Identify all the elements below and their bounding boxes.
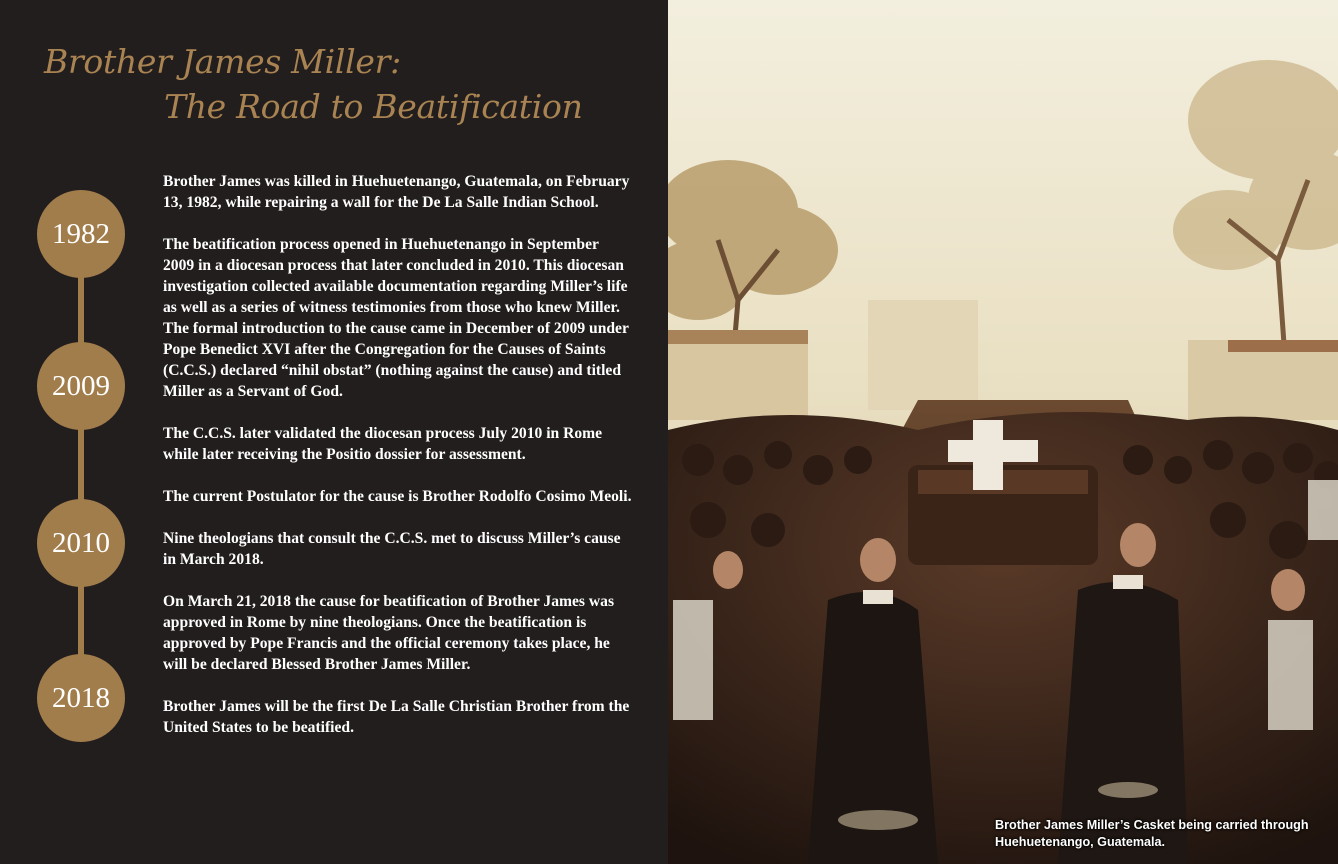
paragraph-1982: Brother James was killed in Huehuetenango, Guatemala, on February 13, 1982, while repairing a wall for the De La Salle Indian School. xyxy=(163,173,630,211)
left-panel xyxy=(0,0,668,864)
year-circle-1982: 1982 xyxy=(37,190,125,278)
paragraph-2010: The C.C.S. later validated the diocesan process July 2010 in Rome while later receiving the Positio dossier for assessment. xyxy=(163,425,603,463)
year-circle-2009: 2009 xyxy=(37,342,125,430)
paragraph-postulator: The current Postulator for the cause is Brother Rodolfo Cosimo Meoli. xyxy=(163,488,632,505)
photo-caption: Brother James Miller’s Casket being carried through Huehuetenango, Guatemala. xyxy=(995,818,1309,849)
paragraph-first-brother: Brother James will be the first De La Salle Christian Brother from the United States to be beatified. xyxy=(163,698,630,736)
funeral-procession-photo xyxy=(668,0,1338,864)
paragraph-2018: On March 21, 2018 the cause for beatification of Brother James was approved in Rome by nine theologians. Once the beatification is approved by Pope Francis and the official ceremony takes place, he will be declared Blessed Brother James Miller. xyxy=(163,593,615,673)
timeline-line xyxy=(78,235,84,698)
year-circle-2018: 2018 xyxy=(37,654,125,742)
paragraph-2009: The beatification process opened in Huehuetenango in September 2009 in a diocesan process that later concluded in 2010. This diocesan investigation collected available documentation regarding Miller’s life as well as a series of witness testimonies from those who knew Miller. The formal introduction to the cause came in December of 2009 under Pope Benedict XVI after the Congregation for the Causes of Saints (C.C.S.) declared “nihil obstat” (nothing against the cause) and titled Miller as a Servant of God. xyxy=(163,236,629,400)
year-circle-2010: 2010 xyxy=(37,499,125,587)
paragraph-theologians: Nine theologians that consult the C.C.S. met to discuss Miller’s cause in March 2018. xyxy=(163,530,621,568)
body-text xyxy=(163,171,633,759)
page-title-line-2: The Road to Beatification xyxy=(164,87,583,126)
page-title-line-1: Brother James Miller: xyxy=(44,42,401,81)
